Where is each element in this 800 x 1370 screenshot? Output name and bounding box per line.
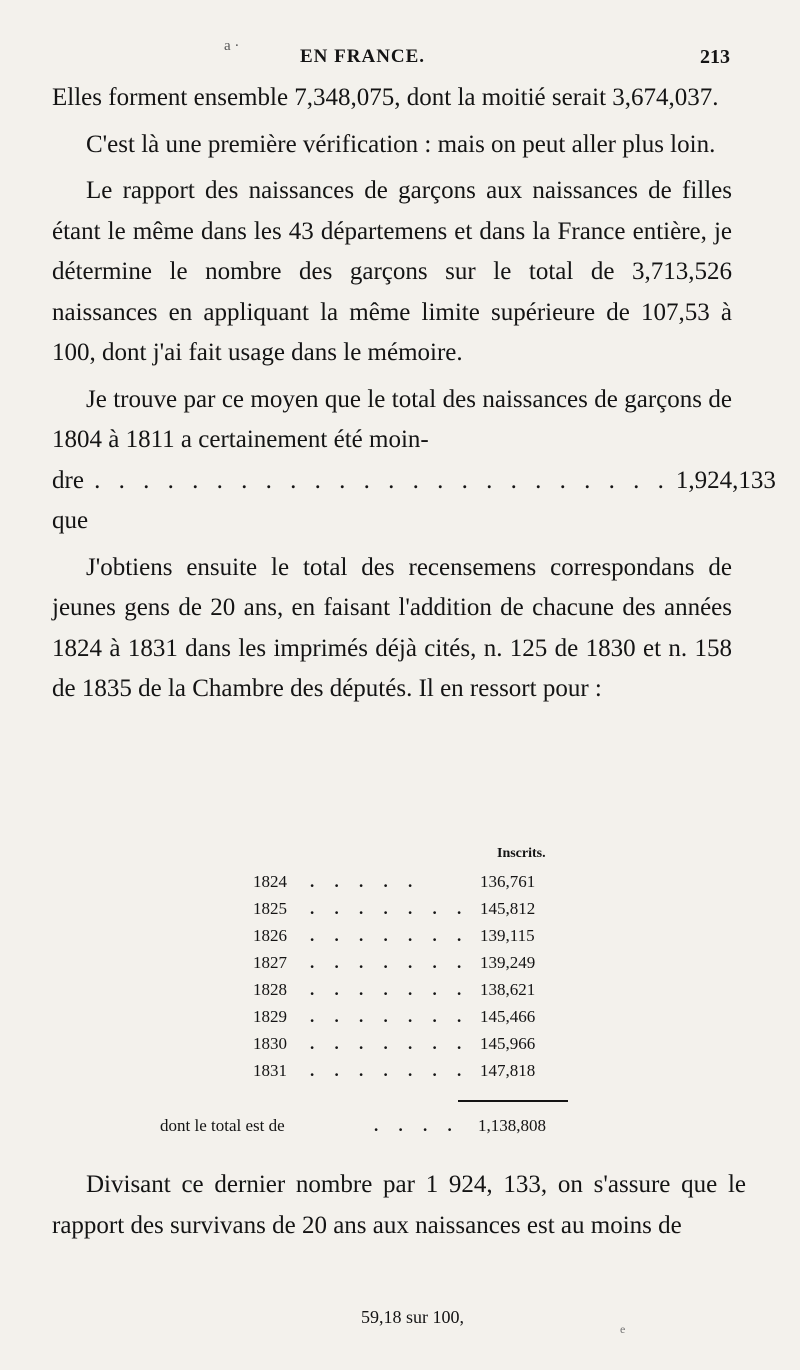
row-value: 145,466 xyxy=(480,1007,536,1026)
table-row xyxy=(160,1007,580,1033)
total-label: dont le total est de xyxy=(160,1116,285,1135)
table-row xyxy=(160,953,580,979)
row-year: 1828 xyxy=(253,980,287,999)
paragraph-verification: C'est là une première vérification : mais on peut aller plus loin. xyxy=(86,130,716,158)
table-row xyxy=(160,926,580,952)
stray-mark: e xyxy=(620,1322,626,1336)
row-year: 1824 xyxy=(253,872,287,891)
paragraph-division: Divisant ce dernier nombre par 1 924, 133, on s'assure que le rapport des survivans de 20 ans aux naissances est au moins de xyxy=(52,1171,746,1239)
final-ratio: 59,18 sur 100, xyxy=(361,1307,464,1327)
header-mark: a · xyxy=(224,38,240,54)
sum-rule xyxy=(458,1100,568,1102)
row-dots: . . . . . . . xyxy=(310,953,470,972)
boys-births-total-line xyxy=(52,461,776,542)
page-number: 213 xyxy=(700,46,730,68)
paragraph-totals: Elles forment ensemble 7,348,075, dont la moitié serait 3,674,037. xyxy=(52,84,719,111)
row-year: 1830 xyxy=(253,1034,287,1053)
row-dots: . . . . . . . xyxy=(310,899,470,918)
row-year: 1827 xyxy=(253,953,287,972)
table-header: Inscrits. xyxy=(497,846,546,861)
row-value: 139,249 xyxy=(480,953,536,972)
row-year: 1829 xyxy=(253,1007,287,1026)
leader-lead: dre que xyxy=(52,466,89,534)
row-value: 147,818 xyxy=(480,1061,536,1080)
row-year: 1825 xyxy=(253,899,287,918)
table-row xyxy=(160,980,580,1006)
paragraph-ratio: Le rapport des naissances de garçons aux naissances de filles étant le même dans les 43 départemens et dans la France entière, je détermine le nombre des garçons sur le total de 3,713,526 naissances en appliquant la même limite supérieure de 107,53 à 100, dont j'ai fait usage dans le mémoire. xyxy=(52,177,732,366)
row-dots: . . . . . . . xyxy=(310,1007,470,1026)
closing-text xyxy=(52,1165,746,1246)
row-value: 145,966 xyxy=(480,1034,536,1053)
row-value: 138,621 xyxy=(480,980,536,999)
row-dots: . . . . . . . xyxy=(310,980,470,999)
body-text xyxy=(52,78,776,710)
table-row xyxy=(160,872,580,898)
row-value: 139,115 xyxy=(480,926,535,945)
row-year: 1831 xyxy=(253,1061,287,1080)
paragraph-boys-births: Je trouve par ce moyen que le total des naissances de garçons de 1804 à 1811 a certainement été moin- xyxy=(52,385,732,453)
table-row xyxy=(160,1061,580,1087)
row-dots: . . . . . xyxy=(310,872,421,891)
table-row xyxy=(160,899,580,925)
table-row xyxy=(160,1034,580,1060)
boys-births-value: 1,924,133 xyxy=(675,466,776,494)
row-dots: . . . . . . . xyxy=(310,1034,470,1053)
row-value: 145,812 xyxy=(480,899,536,918)
row-year: 1826 xyxy=(253,926,287,945)
running-header xyxy=(0,38,800,74)
header-title: EN FRANCE. xyxy=(300,46,426,67)
total-dots: . . . . xyxy=(374,1116,460,1135)
leader-dots: . . . . . . . . . . . . . . . . . . . . . . . . xyxy=(94,466,670,494)
paragraph-census: J'obtiens ensuite le total des recensemens correspondans de jeunes gens de 20 ans, en faisant l'addition de chacune des années 1824 à 1831 dans les imprimés déjà cités, n. 125 de 1830 et n. 158 de 1835 de la Chambre des députés. Il en ressort pour : xyxy=(52,553,732,702)
row-dots: . . . . . . . xyxy=(310,1061,470,1080)
row-value: 136,761 xyxy=(480,872,536,891)
row-dots: . . . . . . . xyxy=(310,926,470,945)
total-value: 1,138,808 xyxy=(478,1116,546,1135)
